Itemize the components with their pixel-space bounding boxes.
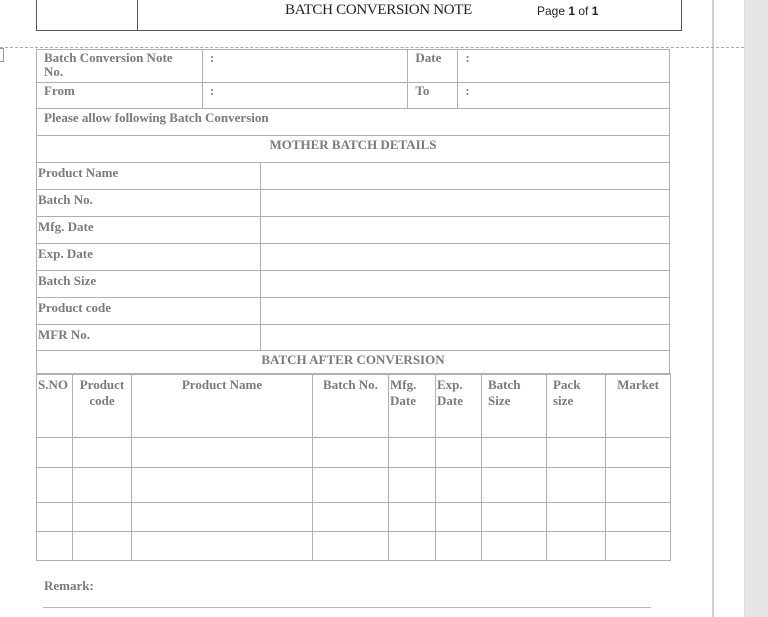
cell-mfg-date[interactable]: [389, 503, 436, 532]
mother-row-batch-size: [37, 271, 670, 298]
to-label: To: [408, 83, 458, 109]
from-label: From: [37, 83, 203, 109]
mother-batch-title: MOTHER BATCH DETAILS: [37, 136, 670, 163]
mfg-date-label: Mfg. Date: [37, 217, 261, 244]
cell-mfg-date[interactable]: [389, 468, 436, 503]
mfr-no-field[interactable]: [260, 325, 669, 351]
cell-exp-date[interactable]: [436, 503, 482, 532]
cell-sno[interactable]: [37, 468, 73, 503]
note-no-row: [37, 50, 670, 83]
after-conversion-title: BATCH AFTER CONVERSION: [37, 351, 670, 375]
col-sno: S.NO: [37, 374, 73, 438]
cell-product-code[interactable]: [73, 503, 132, 532]
to-field[interactable]: :: [458, 83, 670, 109]
cell-product-code[interactable]: [73, 468, 132, 503]
exp-date-label: Exp. Date: [37, 244, 261, 271]
note-no-field[interactable]: :: [202, 50, 408, 83]
document-title: BATCH CONVERSION NOTE: [285, 2, 473, 18]
exp-date-field[interactable]: [260, 244, 669, 271]
remark-underline[interactable]: [43, 607, 651, 608]
cell-mfg-date[interactable]: [389, 438, 436, 468]
document-background-panel: [744, 0, 768, 617]
cell-pack-size[interactable]: [547, 532, 606, 561]
batch-size-label: Batch Size: [37, 271, 261, 298]
cell-exp-date[interactable]: [436, 468, 482, 503]
cell-batch-size[interactable]: [482, 468, 547, 503]
header-separator: [0, 47, 744, 48]
col-batch-size: Batch Size: [482, 374, 547, 438]
cell-market[interactable]: [606, 532, 671, 561]
cell-sno[interactable]: [37, 503, 73, 532]
cell-market[interactable]: [606, 438, 671, 468]
mother-row-product-name: [37, 163, 670, 190]
col-mfg-date: Mfg. Date: [389, 374, 436, 438]
date-label: Date: [408, 50, 458, 83]
request-text: Please allow following Batch Conversion: [37, 109, 670, 136]
cell-pack-size[interactable]: [547, 503, 606, 532]
product-name-label: Product Name: [37, 163, 261, 190]
after-conversion-table: [36, 373, 671, 561]
mother-row-batch-no: [37, 190, 670, 217]
mother-row-mfg-date: [37, 217, 670, 244]
cell-exp-date[interactable]: [436, 438, 482, 468]
col-product-name: Product Name: [132, 374, 313, 438]
from-to-row: [37, 83, 670, 109]
cell-batch-no[interactable]: [313, 503, 389, 532]
cell-batch-no[interactable]: [313, 438, 389, 468]
product-code-field[interactable]: [260, 298, 669, 325]
cell-sno[interactable]: [37, 438, 73, 468]
batch-no-label: Batch No.: [37, 190, 261, 217]
conversion-row-4: [37, 532, 671, 561]
cell-product-name[interactable]: [132, 503, 313, 532]
mother-row-product-code: [37, 298, 670, 325]
page-header: [36, 0, 682, 31]
mfr-no-label: MFR No.: [37, 325, 261, 351]
product-name-field[interactable]: [260, 163, 669, 190]
page-number: Page 1 of 1: [537, 4, 599, 18]
cell-sno[interactable]: [37, 532, 73, 561]
cell-market[interactable]: [606, 468, 671, 503]
cell-batch-size[interactable]: [482, 532, 547, 561]
note-no-label: Batch Conversion Note No.: [37, 50, 203, 83]
text-boundary-marker: [0, 48, 4, 62]
header-logo-divider: [137, 0, 138, 30]
cell-batch-no[interactable]: [313, 532, 389, 561]
cell-product-name[interactable]: [132, 438, 313, 468]
mfg-date-field[interactable]: [260, 217, 669, 244]
cell-product-code[interactable]: [73, 438, 132, 468]
col-batch-no: Batch No.: [313, 374, 389, 438]
conversion-row-3: [37, 503, 671, 532]
date-field[interactable]: :: [458, 50, 670, 83]
cell-mfg-date[interactable]: [389, 532, 436, 561]
batch-no-field[interactable]: [260, 190, 669, 217]
cell-pack-size[interactable]: [547, 438, 606, 468]
batch-size-field[interactable]: [260, 271, 669, 298]
remark-label: Remark:: [44, 578, 94, 593]
mother-row-exp-date: [37, 244, 670, 271]
conversion-row-1: [37, 438, 671, 468]
product-code-label: Product code: [37, 298, 261, 325]
col-exp-date: Exp. Date: [436, 374, 482, 438]
cell-product-name[interactable]: [132, 532, 313, 561]
col-product-code: Product code: [73, 374, 132, 438]
cell-batch-size[interactable]: [482, 438, 547, 468]
conversion-header-row: [37, 374, 671, 438]
batch-info-table: [36, 49, 670, 375]
from-field[interactable]: :: [202, 83, 408, 109]
cell-pack-size[interactable]: [547, 468, 606, 503]
col-market: Market: [606, 374, 671, 438]
cell-exp-date[interactable]: [436, 532, 482, 561]
cell-batch-size[interactable]: [482, 503, 547, 532]
col-pack-size: Pack size: [547, 374, 606, 438]
cell-product-name[interactable]: [132, 468, 313, 503]
page-margin-line: [712, 0, 714, 617]
cell-product-code[interactable]: [73, 532, 132, 561]
cell-market[interactable]: [606, 503, 671, 532]
mother-row-mfr-no: [37, 325, 670, 351]
conversion-row-2: [37, 468, 671, 503]
cell-batch-no[interactable]: [313, 468, 389, 503]
